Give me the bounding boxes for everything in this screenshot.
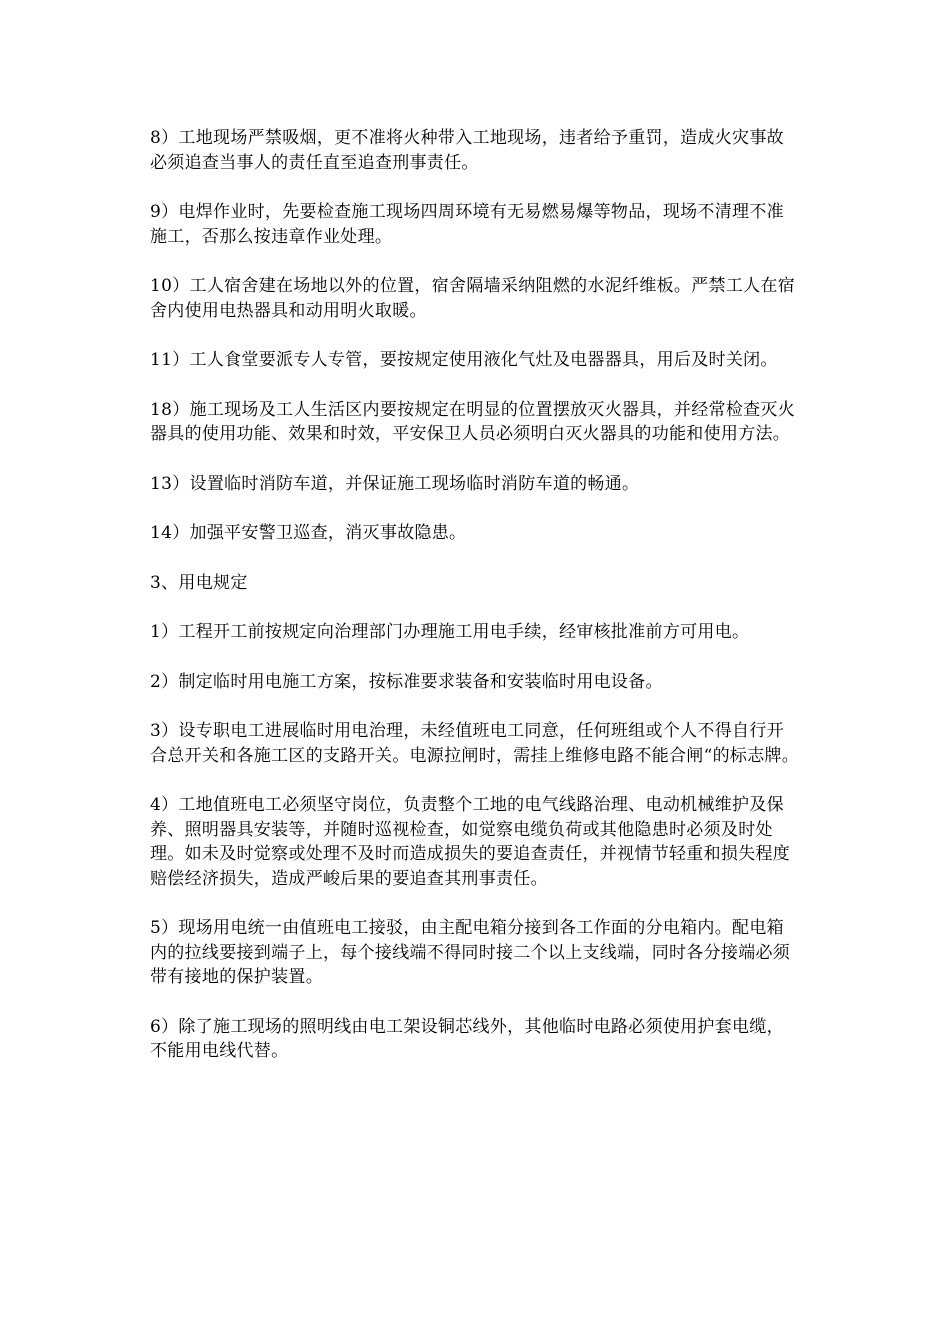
paragraph-power-cables: 6）除了施工现场的照明线由电工架设铜芯线外，其他临时电路必须使用护套电缆，不能用电线代替。 (150, 1016, 784, 1061)
paragraph-power-duty: 4）工地值班电工必须坚守岗位，负责整个工地的电气线路治理、电动机械维护及保养、照明器具安装等，并随时巡视检查，如觉察电缆负荷或其他隐患时必须及时处理。如未及时觉察或处理不及时而造成损失的要追查责任，并视情节轻重和损失程度赔偿经济损失，造成严峻后果的要追查其刑事责任。 (150, 795, 791, 889)
section-heading-electricity: 3、用电规定 (150, 572, 248, 593)
paragraph-fire-welding: 9）电焊作业时，先要检查施工现场四周环境有无易燃易爆等物品，现场不清理不准施工，否那么按违章作业处理。 (150, 202, 784, 247)
paragraph-power-plan: 2）制定临时用电施工方案，按标准要求装备和安装临时用电设备。 (150, 671, 663, 692)
paragraph-power-electrician: 3）设专职电工进展临时用电治理，未经值班电工同意，任何班组或个人不得自行开合总开关和各施工区的支路开关。电源拉闸时，需挂上维修电路不能合闸“的标志牌。 (150, 721, 800, 766)
paragraph-power-application: 1）工程开工前按规定向治理部门办理施工用电手续，经审核批准前方可用电。 (150, 622, 750, 642)
paragraph-fire-extinguishers: 18）施工现场及工人生活区内要按规定在明显的位置摆放灭火器具，并经常检查灭火器具的使用功能、效果和时效，平安保卫人员必须明白灭火器具的功能和使用方法。 (150, 399, 796, 444)
paragraph-fire-lane: 13）设置临时消防车道，并保证施工现场临时消防车道的畅通。 (150, 473, 640, 494)
paragraph-power-distribution: 5）现场用电统一由值班电工接驳，由主配电箱分接到各工作面的分电箱内。配电箱内的拉线要接到端子上，每个接线端不得同时接二个以上支线端，同时各分接端必须带有接地的保护装置。 (150, 918, 791, 987)
paragraph-fire-canteen: 11）工人食堂要派专人专管，要按规定使用液化气灶及电器器具，用后及时关闭。 (150, 350, 778, 370)
paragraph-fire-dormitory: 10）工人宿舍建在场地以外的位置，宿舍隔墙采纳阻燃的水泥纤维板。严禁工人在宿舍内使用电热器具和动用明火取暖。 (150, 276, 796, 321)
paragraph-fire-patrol: 14）加强平安警卫巡查，消灭事故隐患。 (150, 523, 467, 543)
document-body (150, 126, 800, 1089)
paragraph-fire-smoking: 8）工地现场严禁吸烟，更不准将火种带入工地现场，违者给予重罚，造成火灾事故必须追查当事人的责任直至追查刑事责任。 (150, 128, 784, 173)
